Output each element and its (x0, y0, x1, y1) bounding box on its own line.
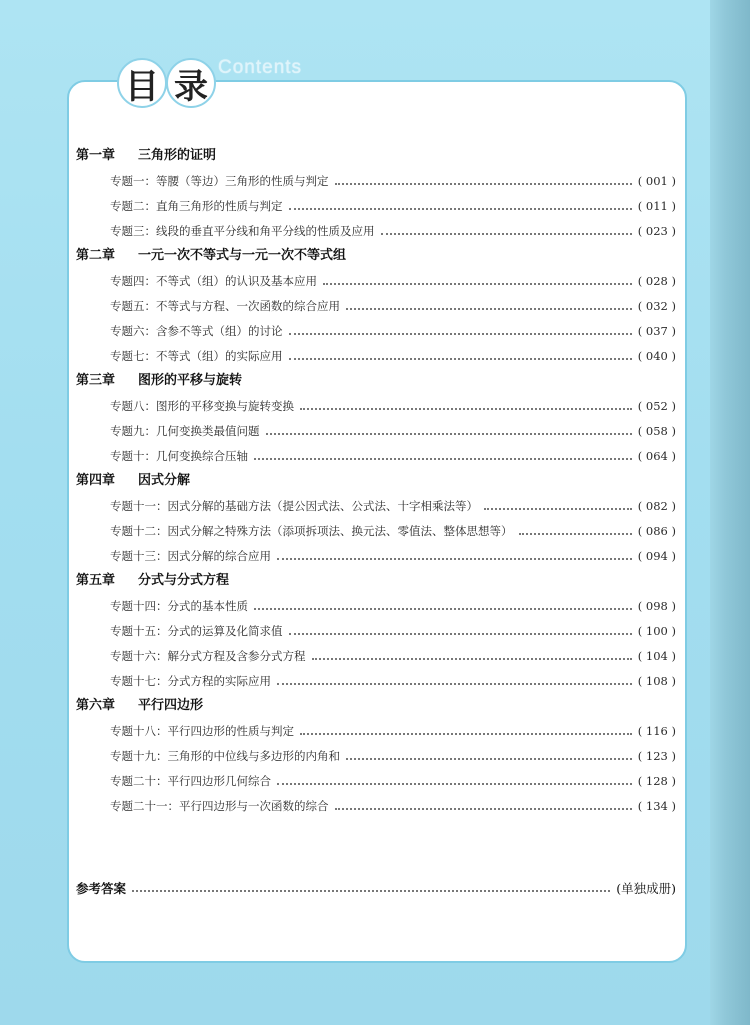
chapter-number: 第四章 (76, 473, 116, 488)
dot-leader (346, 308, 632, 310)
dot-leader (289, 333, 632, 335)
toc-entry-page: ( 032 ) (637, 298, 676, 313)
chapter-heading[interactable] (76, 468, 676, 493)
toc-entry[interactable] (76, 793, 676, 818)
toc-entry-title: 专题八：图形的平移变换与旋转变换 (110, 398, 294, 413)
chapter-number: 第三章 (76, 373, 116, 388)
dot-leader (346, 758, 632, 760)
toc-entry-page: ( 123 ) (637, 748, 676, 763)
toc-entry[interactable] (76, 668, 676, 693)
toc-entry[interactable] (76, 543, 676, 568)
toc-entry-page: ( 094 ) (637, 548, 676, 563)
chapter-title: 因式分解 (138, 473, 191, 488)
toc-entry-title: 专题一：等腰（等边）三角形的性质与判定 (110, 173, 329, 188)
toc-entry-title: 专题十八：平行四边形的性质与判定 (110, 723, 294, 738)
toc-entry[interactable] (76, 618, 676, 643)
toc-entry-page: ( 098 ) (637, 598, 676, 613)
dot-leader (335, 183, 632, 185)
toc-entry-page: ( 037 ) (637, 323, 676, 338)
toc-entry[interactable] (76, 168, 676, 193)
chapter-number: 第五章 (76, 573, 116, 588)
chapter-number: 第一章 (76, 148, 116, 163)
dot-leader (277, 783, 632, 785)
dot-leader (312, 658, 632, 660)
toc-entry-title: 专题十七：分式方程的实际应用 (110, 673, 271, 688)
dot-leader (335, 808, 632, 810)
dot-leader (277, 558, 632, 560)
toc-entry-title: 专题九：几何变换类最值问题 (110, 423, 260, 438)
chapter-title: 图形的平移与旋转 (138, 373, 243, 388)
chapter-heading[interactable] (76, 568, 676, 593)
toc-entry[interactable] (76, 443, 676, 468)
toc-entry-title: 专题七：不等式（组）的实际应用 (110, 348, 283, 363)
toc-entry-title: 专题十六：解分式方程及含参分式方程 (110, 648, 306, 663)
page-edge-band (710, 0, 750, 1025)
answer-key-page: (单独成册) (616, 881, 676, 896)
toc-entry-page: ( 052 ) (637, 398, 676, 413)
toc-entry[interactable] (76, 593, 676, 618)
toc-entry[interactable] (76, 268, 676, 293)
toc-entry-page: ( 064 ) (637, 448, 676, 463)
dot-leader (277, 683, 632, 685)
dot-leader (484, 508, 632, 510)
answer-key-label: 参考答案 (76, 881, 127, 896)
dot-leader (300, 408, 632, 410)
toc-entry[interactable] (76, 318, 676, 343)
chapter-heading[interactable] (76, 693, 676, 718)
toc-entry-title: 专题十九：三角形的中位线与多边形的内角和 (110, 748, 340, 763)
title-badge-lu (166, 58, 216, 108)
toc-entry[interactable] (76, 743, 676, 768)
toc-entry-title: 专题十三：因式分解的综合应用 (110, 548, 271, 563)
dot-leader (266, 433, 632, 435)
toc-entry-title: 专题十五：分式的运算及化简求值 (110, 623, 283, 638)
dot-leader (289, 358, 632, 360)
toc-entry-page: ( 028 ) (637, 273, 676, 288)
chapter-heading[interactable] (76, 243, 676, 268)
chapter-number: 第二章 (76, 248, 116, 263)
toc-entry-title: 专题三：线段的垂直平分线和角平分线的性质及应用 (110, 223, 375, 238)
toc-entry-title: 专题二十：平行四边形几何综合 (110, 773, 271, 788)
toc-entry-page: ( 134 ) (637, 798, 676, 813)
dot-leader (254, 458, 632, 460)
toc-entry[interactable] (76, 493, 676, 518)
toc-entry-title: 专题十：几何变换综合压轴 (110, 448, 248, 463)
toc-entry-page: ( 023 ) (637, 223, 676, 238)
chapter-title: 三角形的证明 (138, 148, 217, 163)
toc-entry-page: ( 086 ) (637, 523, 676, 538)
toc-entry-page: ( 058 ) (637, 423, 676, 438)
title-badge-mu (117, 58, 167, 108)
toc-entry[interactable] (76, 343, 676, 368)
title-char-1: 目 (125, 66, 159, 107)
title-char-2: 录 (174, 66, 208, 107)
dot-leader (323, 283, 632, 285)
toc-entry-page: ( 001 ) (637, 173, 676, 188)
dot-leader (289, 633, 632, 635)
chapter-title: 分式与分式方程 (138, 573, 230, 588)
toc-entry[interactable] (76, 718, 676, 743)
table-of-contents (76, 143, 676, 818)
toc-entry-title: 专题四：不等式（组）的认识及基本应用 (110, 273, 317, 288)
toc-entry[interactable] (76, 393, 676, 418)
toc-entry-title: 专题十一：因式分解的基础方法（提公因式法、公式法、十字相乘法等） (110, 498, 478, 513)
toc-entry-page: ( 108 ) (637, 673, 676, 688)
toc-entry-title: 专题五：不等式与方程、一次函数的综合应用 (110, 298, 340, 313)
toc-entry[interactable] (76, 193, 676, 218)
chapter-heading[interactable] (76, 143, 676, 168)
toc-entry[interactable] (76, 768, 676, 793)
chapter-title: 平行四边形 (138, 698, 204, 713)
toc-entry[interactable] (76, 418, 676, 443)
dot-leader (254, 608, 632, 610)
toc-entry-page: ( 104 ) (637, 648, 676, 663)
toc-entry-title: 专题二十一：平行四边形与一次函数的综合 (110, 798, 329, 813)
toc-entry[interactable] (76, 643, 676, 668)
toc-entry-title: 专题十四：分式的基本性质 (110, 598, 248, 613)
toc-entry[interactable] (76, 518, 676, 543)
chapter-number: 第六章 (76, 698, 116, 713)
toc-entry[interactable] (76, 293, 676, 318)
toc-entry-page: ( 082 ) (637, 498, 676, 513)
dot-leader (132, 890, 610, 892)
toc-entry-page: ( 116 ) (637, 723, 676, 738)
toc-entry-title: 专题六：含参不等式（组）的讨论 (110, 323, 283, 338)
toc-entry-page: ( 040 ) (637, 348, 676, 363)
chapter-heading[interactable] (76, 368, 676, 393)
toc-entry-page: ( 011 ) (637, 198, 676, 213)
answer-key-entry[interactable] (76, 878, 676, 898)
contents-subtitle: Contents (218, 57, 303, 78)
toc-entry-page: ( 128 ) (637, 773, 676, 788)
toc-entry-title: 专题二：直角三角形的性质与判定 (110, 198, 283, 213)
toc-entry[interactable] (76, 218, 676, 243)
toc-entry-page: ( 100 ) (637, 623, 676, 638)
dot-leader (289, 208, 632, 210)
dot-leader (519, 533, 632, 535)
dot-leader (381, 233, 632, 235)
dot-leader (300, 733, 632, 735)
chapter-title: 一元一次不等式与一元一次不等式组 (138, 248, 347, 263)
toc-entry-title: 专题十二：因式分解之特殊方法（添项拆项法、换元法、零值法、整体思想等） (110, 523, 513, 538)
